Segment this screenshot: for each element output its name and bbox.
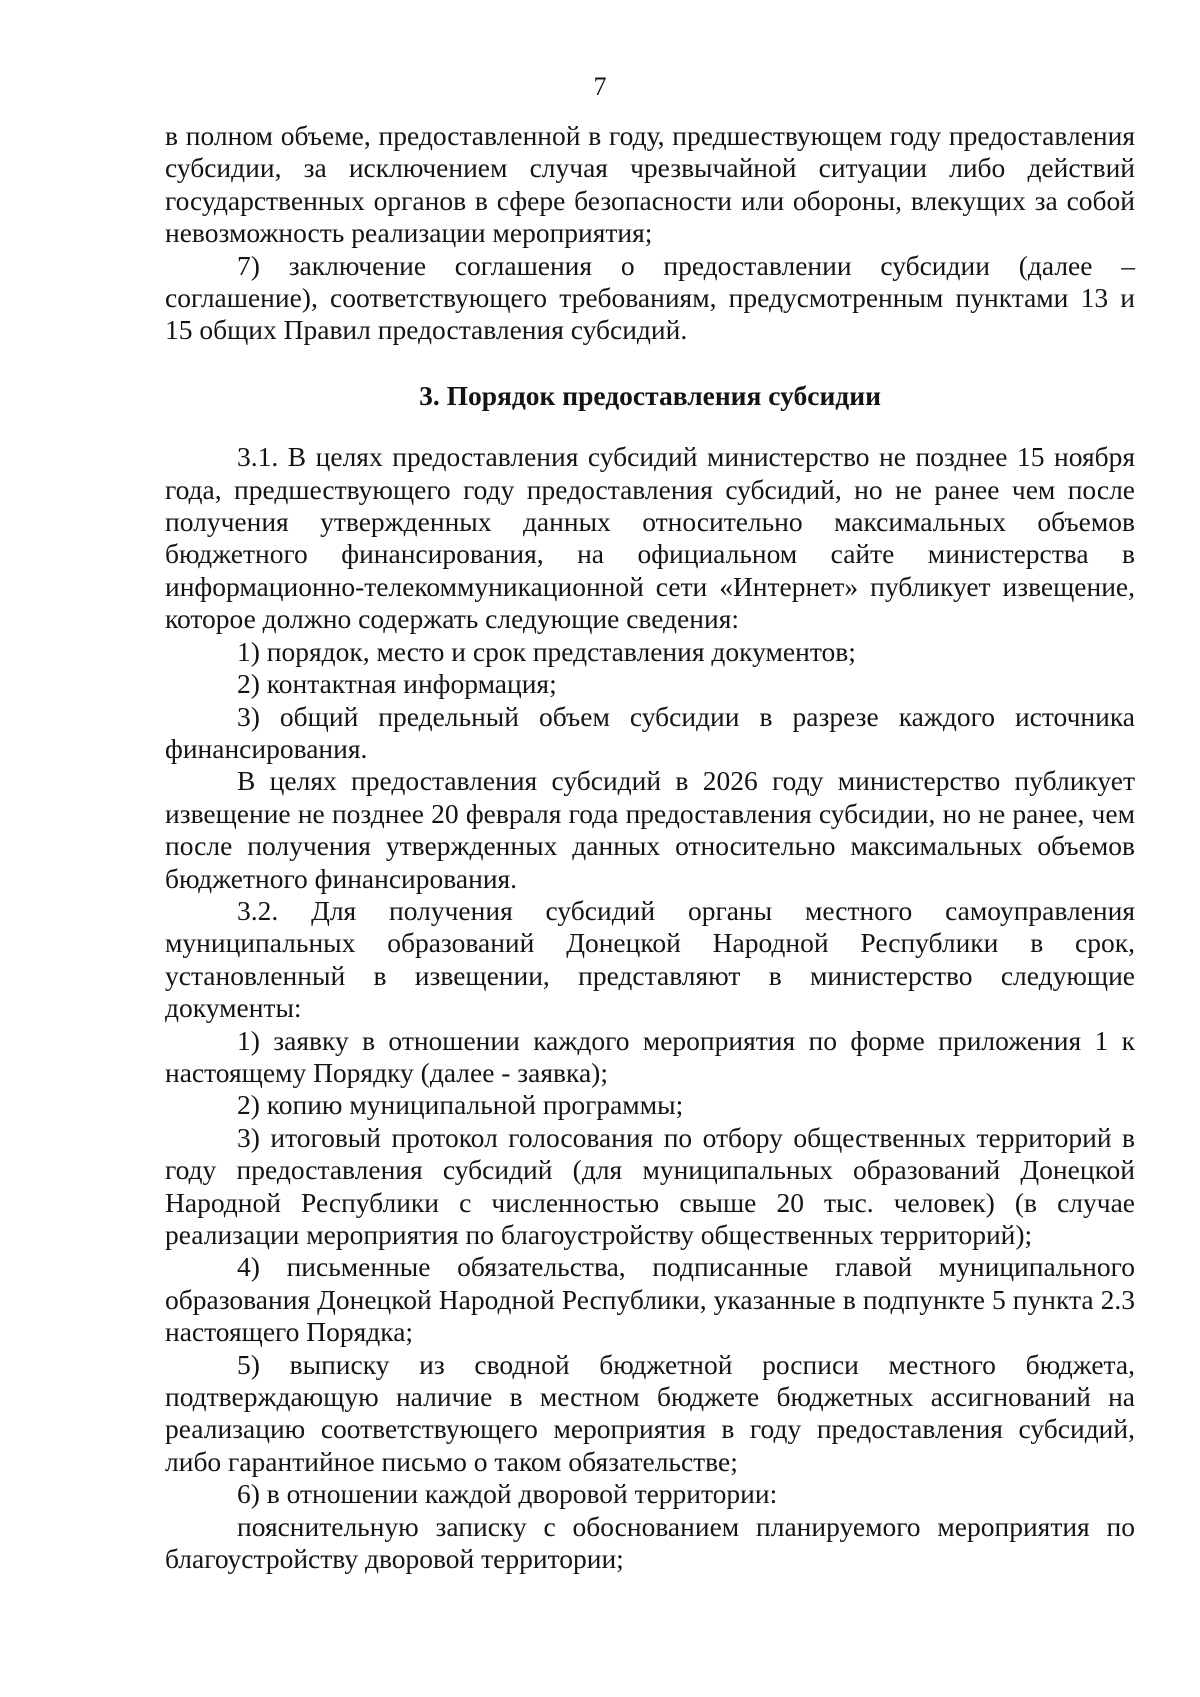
list-item-3: 3) общий предельный объем субсидии в разрезе каждого источника финансирования. [165,700,1135,764]
document-item-4: 4) письменные обязательства, подписанные главой муниципального образования Донецкой Народной Республики, указанные в подпункте 5 пункта 2.3 настоящего Порядка; [165,1251,1135,1348]
document-item-5: 5) выписку из сводной бюджетной росписи местного бюджета, подтверждающую наличие в местном бюджете бюджетных ассигнований на реализацию соответствующего мероприятия в году предоставления субсидий, либо гарантийное письмо о таком обязательстве; [165,1348,1135,1477]
paragraph-item-7: 7) заключение соглашения о предоставлении субсидии (далее – соглашение), соответствующего требованиям, предусмотренным пунктами 13 и 15 общих Правил предоставления субсидий. [165,249,1135,346]
paragraph-3-1: 3.1. В целях предоставления субсидий министерство не позднее 15 ноября года, предшествующего году предоставления субсидий, но не ранее чем после получения утвержденных данных относительно максимальных объемов бюджетного финансирования, на официальном сайте министерства в информационно-телекоммуникационной сети «Интернет» публикует извещение, которое должно содержать следующие сведения: [165,441,1135,635]
list-item-2: 2) контактная информация; [237,668,557,700]
document-body [165,120,1135,1575]
paragraph-3-2: 3.2. Для получения субсидий органы местного самоуправления муниципальных образований Донецкой Народной Республики в срок, установленный в извещении, представляют в министерство следующие документы: [165,894,1135,1024]
paragraph-2026: В целях предоставления субсидий в 2026 году министерство публикует извещение не позднее 20 февраля года предоставления субсидии, но не ранее, чем после получения утвержденных данных относительно максимальных объемов бюджетного финансирования. [165,765,1135,894]
document-item-2: 2) копию муниципальной программы; [237,1089,684,1121]
section-title: 3. Порядок предоставления субсидии [419,379,881,411]
paragraph-continuation: в полном объеме, предоставленной в году, предшествующем году предоставления субсидии, за исключением случая чрезвычайной ситуации либо действий государственных органов в сфере безопасности или обороны, влекущих за собой невозможность реализации мероприятия; [165,120,1135,249]
document-item-1: 1) заявку в отношении каждого мероприятия по форме приложения 1 к настоящему Порядку (далее - заявка); [165,1024,1135,1088]
document-item-3: 3) итоговый протокол голосования по отбору общественных территорий в году предоставления субсидий (для муниципальных образований Донецкой Народной Республики с численностью свыше 20 тыс. человек) (в случае реализации мероприятия по благоустройству общественных территорий); [165,1121,1135,1250]
list-item-1: 1) порядок, место и срок представления документов; [237,635,856,667]
document-item-6-note: пояснительную записку с обоснованием планируемого мероприятия по благоустройству дворовой территории; [165,1510,1135,1575]
page-number: 7 [593,72,607,101]
document-item-6: 6) в отношении каждой дворовой территории: [237,1478,778,1510]
